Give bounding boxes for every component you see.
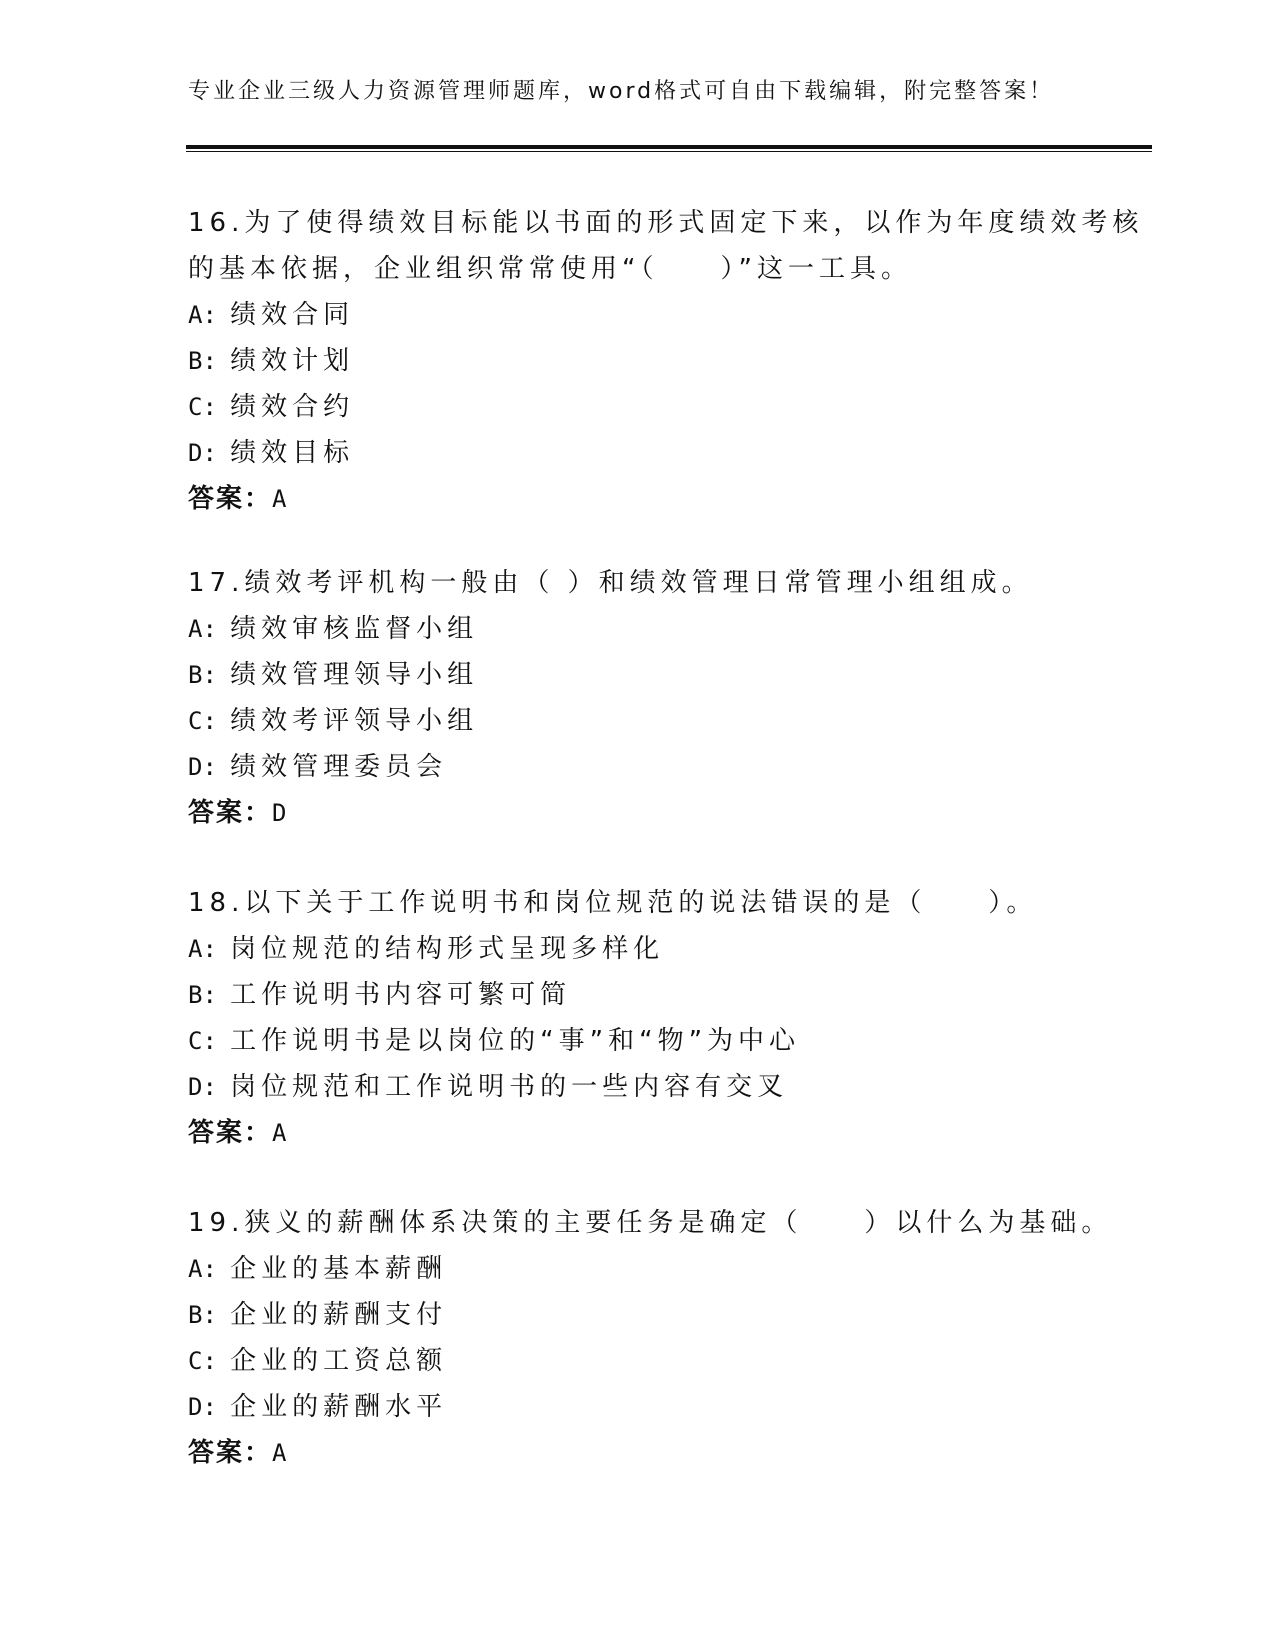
option-b	[188, 338, 1088, 384]
option-text: 企业的薪酬水平	[230, 1392, 448, 1422]
option-letter: D:	[188, 1073, 217, 1101]
question-17	[188, 560, 1088, 836]
option-letter: B:	[188, 1301, 217, 1329]
option-text: 绩效管理委员会	[230, 752, 448, 782]
question-18	[188, 880, 1088, 1156]
option-text: 岗位规范和工作说明书的一些内容有交叉	[230, 1072, 789, 1102]
option-c	[188, 384, 1088, 430]
option-letter: B:	[188, 981, 217, 1009]
option-letter: B:	[188, 347, 217, 375]
answer-line	[188, 790, 1088, 836]
answer-label: 答案：	[188, 1438, 273, 1468]
option-letter: A:	[188, 615, 217, 643]
option-a	[188, 926, 1088, 972]
option-text: 绩效审核监督小组	[230, 614, 479, 644]
option-letter: C:	[188, 707, 217, 735]
option-d	[188, 1064, 1088, 1110]
header-rule-thick	[186, 145, 1152, 149]
option-b	[188, 972, 1088, 1018]
option-letter: A:	[188, 301, 217, 329]
answer-label: 答案：	[188, 484, 273, 514]
page-header: 专业企业三级人力资源管理师题库，word格式可自由下载编辑，附完整答案！	[188, 79, 1055, 104]
option-text: 绩效计划	[230, 346, 355, 376]
option-d	[188, 430, 1088, 476]
option-letter: A:	[188, 1255, 217, 1283]
answer-line	[188, 1430, 1088, 1476]
answer-value: A	[272, 1119, 287, 1147]
option-c	[188, 698, 1088, 744]
option-text: 工作说明书内容可繁可简	[230, 980, 572, 1010]
option-letter: D:	[188, 753, 217, 781]
question-stem-line: 19.狭义的薪酬体系决策的主要任务是确定（ ）以什么为基础。	[188, 1208, 1113, 1238]
option-letter: C:	[188, 1347, 217, 1375]
option-b	[188, 1292, 1088, 1338]
question-stem-line: 17.绩效考评机构一般由（ ）和绩效管理日常管理小组组成。	[188, 568, 1033, 598]
answer-value: D	[272, 799, 287, 827]
option-text: 企业的工资总额	[230, 1346, 448, 1376]
option-text: 工作说明书是以岗位的“事”和“物”为中心	[230, 1026, 801, 1056]
answer-label: 答案：	[188, 798, 273, 828]
question-16	[188, 200, 1144, 522]
answer-line	[188, 476, 1088, 522]
option-text: 企业的基本薪酬	[230, 1254, 448, 1284]
answer-value: A	[272, 1439, 287, 1467]
question-stem-line: 18.以下关于工作说明书和岗位规范的说法错误的是（ ）。	[188, 888, 1038, 918]
option-text: 绩效合同	[230, 300, 355, 330]
question-stem-line: 16.为了使得绩效目标能以书面的形式固定下来，以作为年度绩效考核	[188, 208, 1144, 238]
option-c	[188, 1338, 1088, 1384]
question-19	[188, 1200, 1113, 1476]
option-text: 绩效考评领导小组	[230, 706, 479, 736]
option-text: 绩效管理领导小组	[230, 660, 479, 690]
question-stem-line: 的基本依据，企业组织常常使用“（ ）”这一工具。	[188, 254, 912, 284]
answer-label: 答案：	[188, 1118, 273, 1148]
option-text: 绩效目标	[230, 438, 355, 468]
option-d	[188, 1384, 1088, 1430]
option-a	[188, 1246, 1088, 1292]
option-letter: B:	[188, 661, 217, 689]
header-rule-thin	[186, 151, 1152, 152]
option-a	[188, 292, 1088, 338]
option-letter: D:	[188, 1393, 217, 1421]
answer-line	[188, 1110, 1088, 1156]
option-a	[188, 606, 1088, 652]
option-letter: C:	[188, 1027, 217, 1055]
option-text: 绩效合约	[230, 392, 355, 422]
option-text: 企业的薪酬支付	[230, 1300, 448, 1330]
option-text: 岗位规范的结构形式呈现多样化	[230, 934, 665, 964]
option-letter: A:	[188, 935, 217, 963]
option-letter: C:	[188, 393, 217, 421]
option-b	[188, 652, 1088, 698]
option-letter: D:	[188, 439, 217, 467]
option-d	[188, 744, 1088, 790]
answer-value: A	[272, 485, 287, 513]
option-c	[188, 1018, 1088, 1064]
